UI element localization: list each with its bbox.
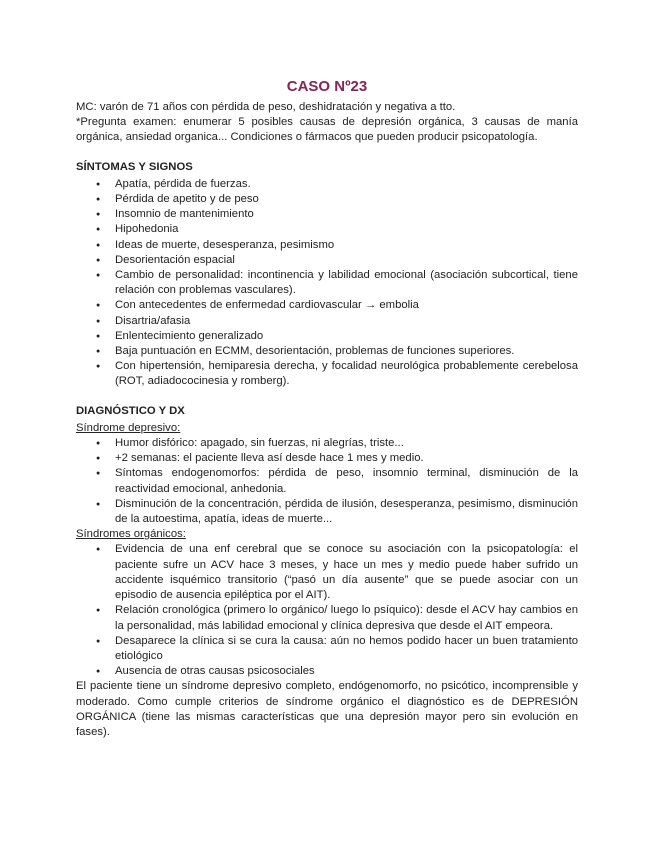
subheading-sindromes-organicos: Síndromes orgánicos: [76, 528, 186, 541]
list-item: ● Enlentecimiento generalizado [76, 329, 578, 344]
list-item: ● Baja puntuación en ECMM, desorientación, problemas de funciones superiores. [76, 344, 578, 359]
list-item: ● +2 semanas: el paciente lleva así desde hace 1 mes y medio. [76, 451, 578, 466]
list-item: ● Disminución de la concentración, pérdida de ilusión, desesperanza, pesimismo, disminución de la autoestima, apatía, ideas de muerte... [76, 497, 578, 527]
list-item: ● Disartria/afasia [76, 314, 578, 329]
sindrome-depresivo-list [76, 436, 578, 527]
list-item: ● Evidencia de una enf cerebral que se conoce su asociación con la psicopatología: el paciente sufre un ACV hace 3 meses, y hace un mes y medio puede haber sufrido un accidente isquémico transitorio (“pasó un día ausente” que se puede asociar con un episodio de ausencia epiléptica por el AIT). [76, 542, 578, 603]
list-item: ● Pérdida de apetito y de peso [76, 192, 578, 207]
list-item: ● Apatía, pérdida de fuerzas. [76, 177, 578, 192]
list-item: ● Cambio de personalidad: incontinencia y labilidad emocional (asociación subcortical, tiene relación con problemas vasculares). [76, 268, 578, 298]
list-item: ● Con antecedentes de enfermedad cardiovascular → embolia [76, 298, 578, 313]
list-item: ● Síntomas endogenomorfos: pérdida de peso, insomnio terminal, disminución de la reactividad emocional, anhedonia. [76, 466, 578, 496]
list-item: ● Ideas de muerte, desesperanza, pesimismo [76, 238, 578, 253]
intro-line-pregunta: *Pregunta examen: enumerar 5 posibles causas de depresión orgánica, 3 causas de manía orgánica, ansiedad organica... Condiciones o fármacos que pueden producir psicopatología. [76, 116, 578, 144]
conclusion-paragraph: El paciente tiene un síndrome depresivo completo, endógenomorfo, no psicótico, incomprensible y moderado. Como cumple criterios de síndrome orgánico el diagnóstico es de DEPRESIÓN ORGÁNICA (tiene las mismas características que una depresión mayor pero sin evolución en fases). [76, 680, 578, 738]
sintomas-list [76, 177, 578, 390]
list-item: ● Relación cronológica (primero lo orgánico/ luego lo psíquico): desde el ACV hay cambios en la personalidad, más labilidad emocional y clínica depresiva que desde el AIT empeora. [76, 603, 578, 633]
list-item: ● Insomnio de mantenimiento [76, 207, 578, 222]
list-item: ● Desorientación espacial [76, 253, 578, 268]
section-heading-diagnostico: DIAGNÓSTICO Y DX [76, 404, 185, 417]
document-title: CASO Nº23 [286, 78, 368, 95]
list-item: ● Humor disfórico: apagado, sin fuerzas, ni alegrías, triste... [76, 436, 578, 451]
section-heading-sintomas: SÍNTOMAS Y SIGNOS [76, 160, 193, 173]
list-item: ● Con hipertensión, hemiparesia derecha, y focalidad neurológica probablemente cerebelosa (ROT, adiadococinesia y romberg). [76, 359, 578, 389]
list-item: ● Ausencia de otras causas psicosociales [76, 664, 578, 679]
subheading-sindrome-depresivo: Síndrome depresivo: [76, 421, 181, 434]
list-item: ● Desaparece la clínica si se cura la causa: aún no hemos podido hacer un buen tratamiento etiológico [76, 634, 578, 664]
list-item: ● Hipohedonia [76, 222, 578, 237]
sindromes-organicos-list [76, 542, 578, 679]
document-page [76, 78, 578, 740]
intro-line-mc: MC: varón de 71 años con pérdida de peso, deshidratación y negativa a tto. [76, 101, 456, 113]
